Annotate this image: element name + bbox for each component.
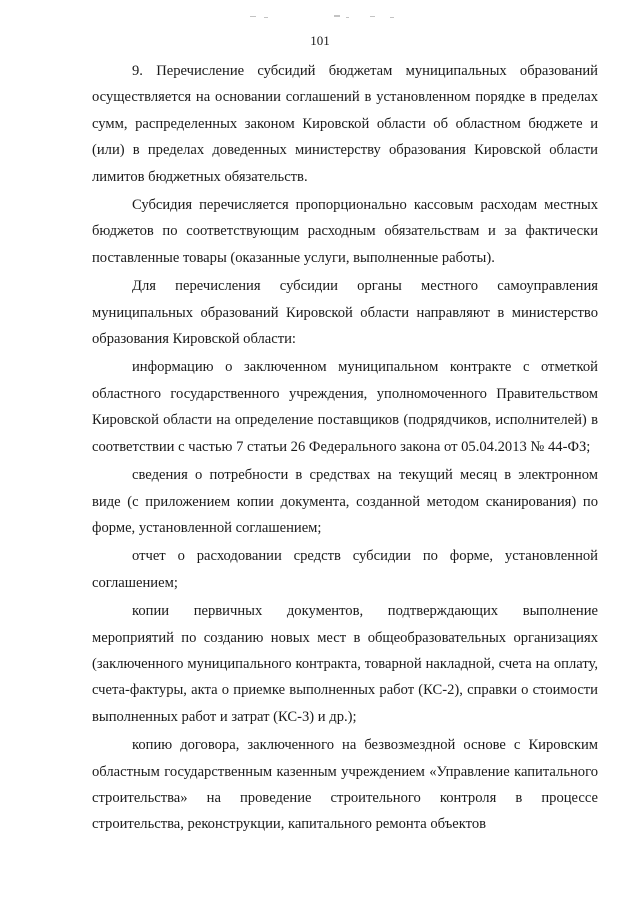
list-item-primary-documents: копии первичных документов, подтверждающих выполнение мероприятий по созданию новых мест в общеобразовательных организациях (заключенного муниципального контракта, товарной накладной, счета на оплату, счета-фактуры, акта о приемке выполненных работ (КС-2), справки о стоимости выполненных работ и затрат (КС-3) и др.); <box>92 603 598 725</box>
scan-artifact <box>250 14 400 20</box>
list-item-contract-info: информацию о заключенном муниципальном контракте с отметкой областного государственного учреждения, уполномоченного Правительством Кировской области на определение поставщиков (подрядчиков, исполнителей) в соответствии с частью 7 статьи 26 Федерального закона от 05.04.2013 № 44-ФЗ; <box>92 359 598 455</box>
page-number: 101 <box>310 33 330 48</box>
list-item-construction-contract: копию договора, заключенного на безвозмездной основе с Кировским областным государственным казенным учреждением «Управление капитального строительства» на проведение строительного контроля в процессе строительства, реконструкции, капитального ремонта объектов <box>92 737 598 833</box>
paragraph-subsidy-transfer: 9. Перечисление субсидий бюджетам муниципальных образований осуществляется на основании соглашений в установленном порядке в пределах сумм, распределенных законом Кировской области об областном бюджете и (или) в пределах доведенных министерству образования Кировской области лимитов бюджетных обязательств. <box>92 63 598 185</box>
paragraph-required-documents: Для перечисления субсидии органы местного самоуправления муниципальных образований Кировской области направляют в министерство образования Кировской области: <box>92 278 598 348</box>
list-item-expense-report: отчет о расходовании средств субсидии по форме, установленной соглашением; <box>92 548 598 591</box>
document-body <box>92 58 598 838</box>
paragraph-proportional-transfer: Субсидия перечисляется пропорционально кассовым расходам местных бюджетов по соответствующим расходным обязательствам и за фактически поставленные товары (оказанные услуги, выполненные работы). <box>92 197 598 266</box>
list-item-funding-needs: сведения о потребности в средствах на текущий месяц в электронном виде (с приложением копии документа, созданной методом сканирования) по форме, установленной соглашением; <box>92 467 598 536</box>
